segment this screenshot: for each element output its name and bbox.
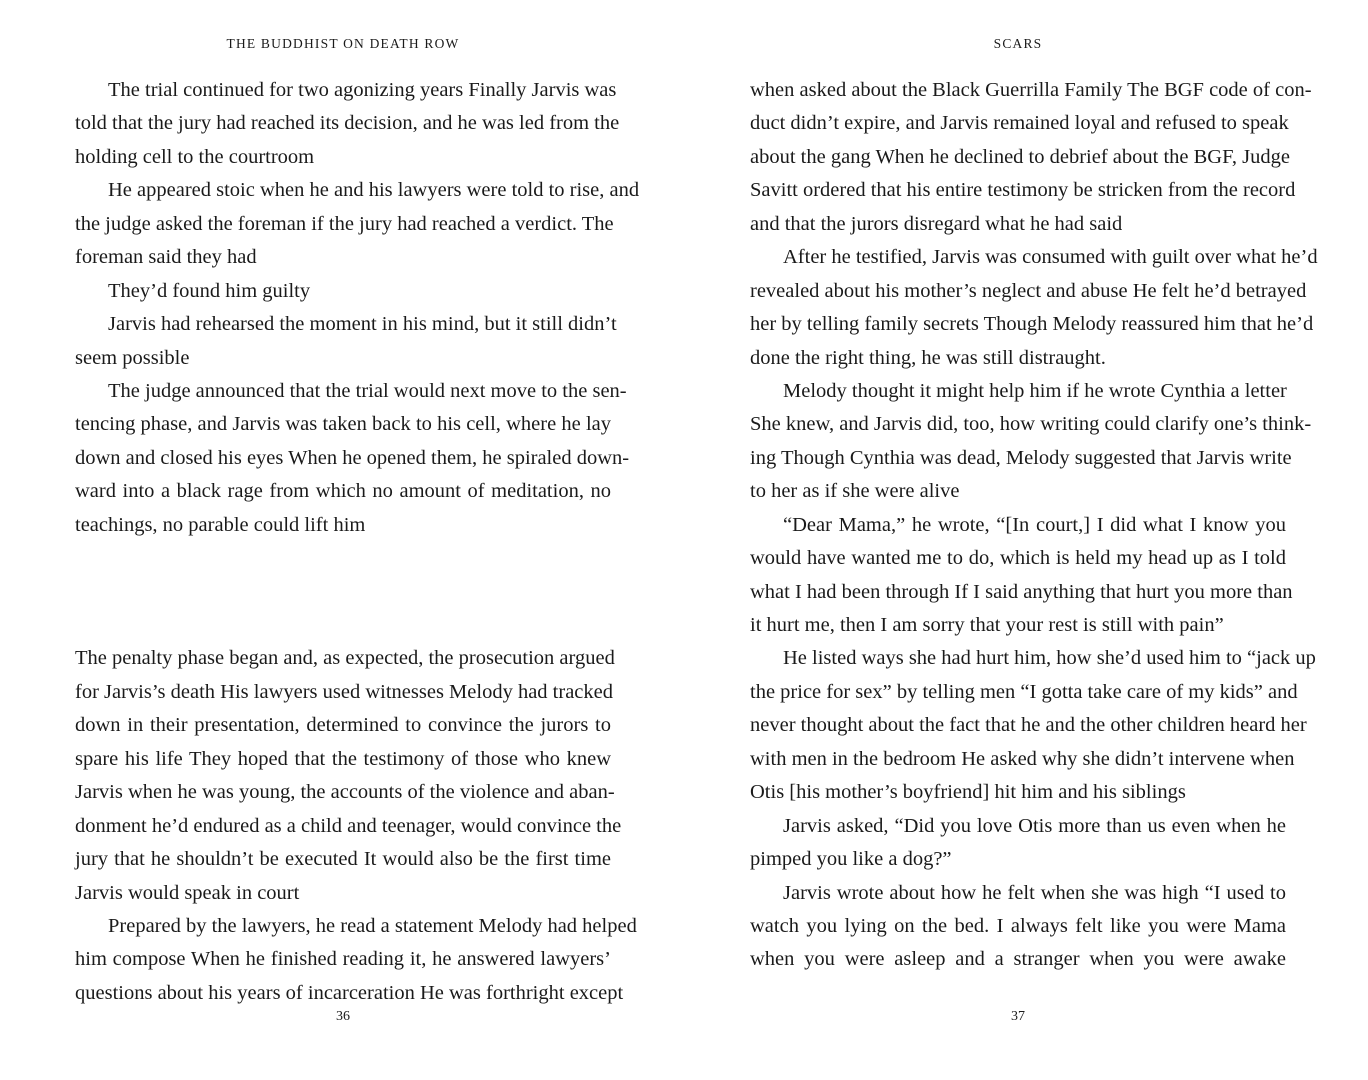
text-line: her by telling family secrets Though Melody reassured him that he’d bbox=[750, 313, 1314, 336]
text-line: Melody thought it might help him if he wrote Cynthia a letter bbox=[783, 379, 1287, 402]
text-line: and that the jurors disregard what he had said bbox=[750, 212, 1123, 235]
text-line: him compose When he finished reading it, he answered lawyers’ bbox=[75, 948, 611, 971]
text-line: pimped you like a dog?” bbox=[750, 848, 952, 871]
text-line: He appeared stoic when he and his lawyers were told to rise, and bbox=[108, 179, 640, 202]
text-line: would have wanted me to do, which is held my head up as I told bbox=[750, 547, 1286, 570]
text-line: Savitt ordered that his entire testimony be stricken from the record bbox=[750, 179, 1296, 202]
text-line: the judge asked the foreman if the jury had reached a verdict. The bbox=[75, 212, 614, 235]
text-line: Jarvis wrote about how he felt when she was high “I used to bbox=[783, 881, 1286, 904]
running-head: THE BUDDHIST ON DEATH ROW bbox=[226, 36, 460, 51]
text-line: After he testified, Jarvis was consumed with guilt over what he’d bbox=[783, 246, 1318, 269]
text-line: ward into a black rage from which no amount of meditation, no bbox=[75, 480, 611, 503]
text-line: it hurt me, then I am sorry that your rest is still with pain” bbox=[750, 614, 1224, 636]
text-line: about the gang When he declined to debrief about the BGF, Judge bbox=[750, 145, 1290, 168]
text-line: revealed about his mother’s neglect and abuse He felt he’d betrayed bbox=[750, 279, 1307, 302]
text-line bbox=[75, 609, 611, 642]
text-line: “Dear Mama,” he wrote, “[In court,] I did what I know you bbox=[783, 513, 1286, 536]
text-line: Jarvis asked, “Did you love Otis more than us even when he bbox=[783, 814, 1286, 837]
text-line: what I had been through If I said anything that hurt you more than bbox=[750, 580, 1293, 603]
right-page bbox=[750, 0, 1318, 1080]
text-line: Jarvis would speak in court bbox=[75, 881, 300, 904]
text-line: duct didn’t expire, and Jarvis remained loyal and refused to speak bbox=[750, 112, 1289, 135]
text-line: The trial continued for two agonizing years Finally Jarvis was bbox=[108, 79, 617, 101]
text-line: for Jarvis’s death His lawyers used witnesses Melody had tracked bbox=[75, 680, 613, 703]
text-line: done the right thing, he was still distraught. bbox=[750, 346, 1106, 369]
text-line: when asked about the Black Guerrilla Family The BGF code of con- bbox=[750, 79, 1312, 101]
text-line: They’d found him guilty bbox=[108, 279, 311, 302]
text-line: seem possible bbox=[75, 346, 190, 369]
left-page bbox=[75, 0, 640, 1080]
text-line: the price for sex” by telling men “I gotta take care of my kids” and bbox=[750, 680, 1298, 703]
text-line: to her as if she were alive bbox=[750, 480, 960, 503]
text-line: told that the jury had reached its decision, and he was led from the bbox=[75, 112, 620, 135]
text-line: Prepared by the lawyers, he read a statement Melody had helped bbox=[108, 914, 637, 937]
text-line: teachings, no parable could lift him bbox=[75, 513, 366, 536]
text-line: watch you lying on the bed. I always felt like you were Mama bbox=[750, 914, 1286, 937]
text-line: donment he’d endured as a child and teenager, would convince the bbox=[75, 814, 622, 837]
text-line: foreman said they had bbox=[75, 246, 257, 269]
text-line: questions about his years of incarceration He was forthright except bbox=[75, 981, 624, 1004]
text-line: with men in the bedroom He asked why she didn’t intervene when bbox=[750, 747, 1295, 770]
text-line: down in their presentation, determined to convince the jurors to bbox=[75, 714, 611, 737]
text-line bbox=[75, 576, 611, 609]
page-number: 37 bbox=[1011, 1009, 1025, 1024]
text-line: never thought about the fact that he and the other children heard her bbox=[750, 714, 1307, 737]
text-line bbox=[75, 542, 611, 575]
text-line: He listed ways she had hurt him, how she’d used him to “jack up bbox=[783, 647, 1316, 670]
text-line: down and closed his eyes When he opened them, he spiraled down- bbox=[75, 446, 630, 469]
body-text bbox=[750, 74, 1318, 977]
text-line: Jarvis had rehearsed the moment in his mind, but it still didn’t bbox=[108, 313, 617, 336]
text-line: when you were asleep and a stranger when you were awake bbox=[750, 948, 1286, 971]
text-line: spare his life They hoped that the testimony of those who knew bbox=[75, 747, 611, 770]
text-line: The penalty phase began and, as expected, the prosecution argued bbox=[75, 647, 615, 670]
text-line: The judge announced that the trial would next move to the sen- bbox=[108, 379, 627, 402]
text-line: She knew, and Jarvis did, too, how writing could clarify one’s think- bbox=[750, 413, 1312, 436]
text-line: jury that he shouldn’t be executed It would also be the first time bbox=[75, 848, 611, 871]
text-line: ing Though Cynthia was dead, Melody suggested that Jarvis write bbox=[750, 446, 1292, 469]
page-number: 36 bbox=[336, 1009, 350, 1024]
body-text bbox=[75, 74, 640, 1010]
running-head: SCARS bbox=[993, 36, 1043, 51]
text-line: Jarvis when he was young, the accounts of the violence and aban- bbox=[75, 781, 615, 804]
text-line: Otis [his mother’s boyfriend] hit him and his siblings bbox=[750, 781, 1186, 804]
text-line: tencing phase, and Jarvis was taken back to his cell, where he lay bbox=[75, 413, 611, 436]
text-line: holding cell to the courtroom bbox=[75, 145, 315, 168]
